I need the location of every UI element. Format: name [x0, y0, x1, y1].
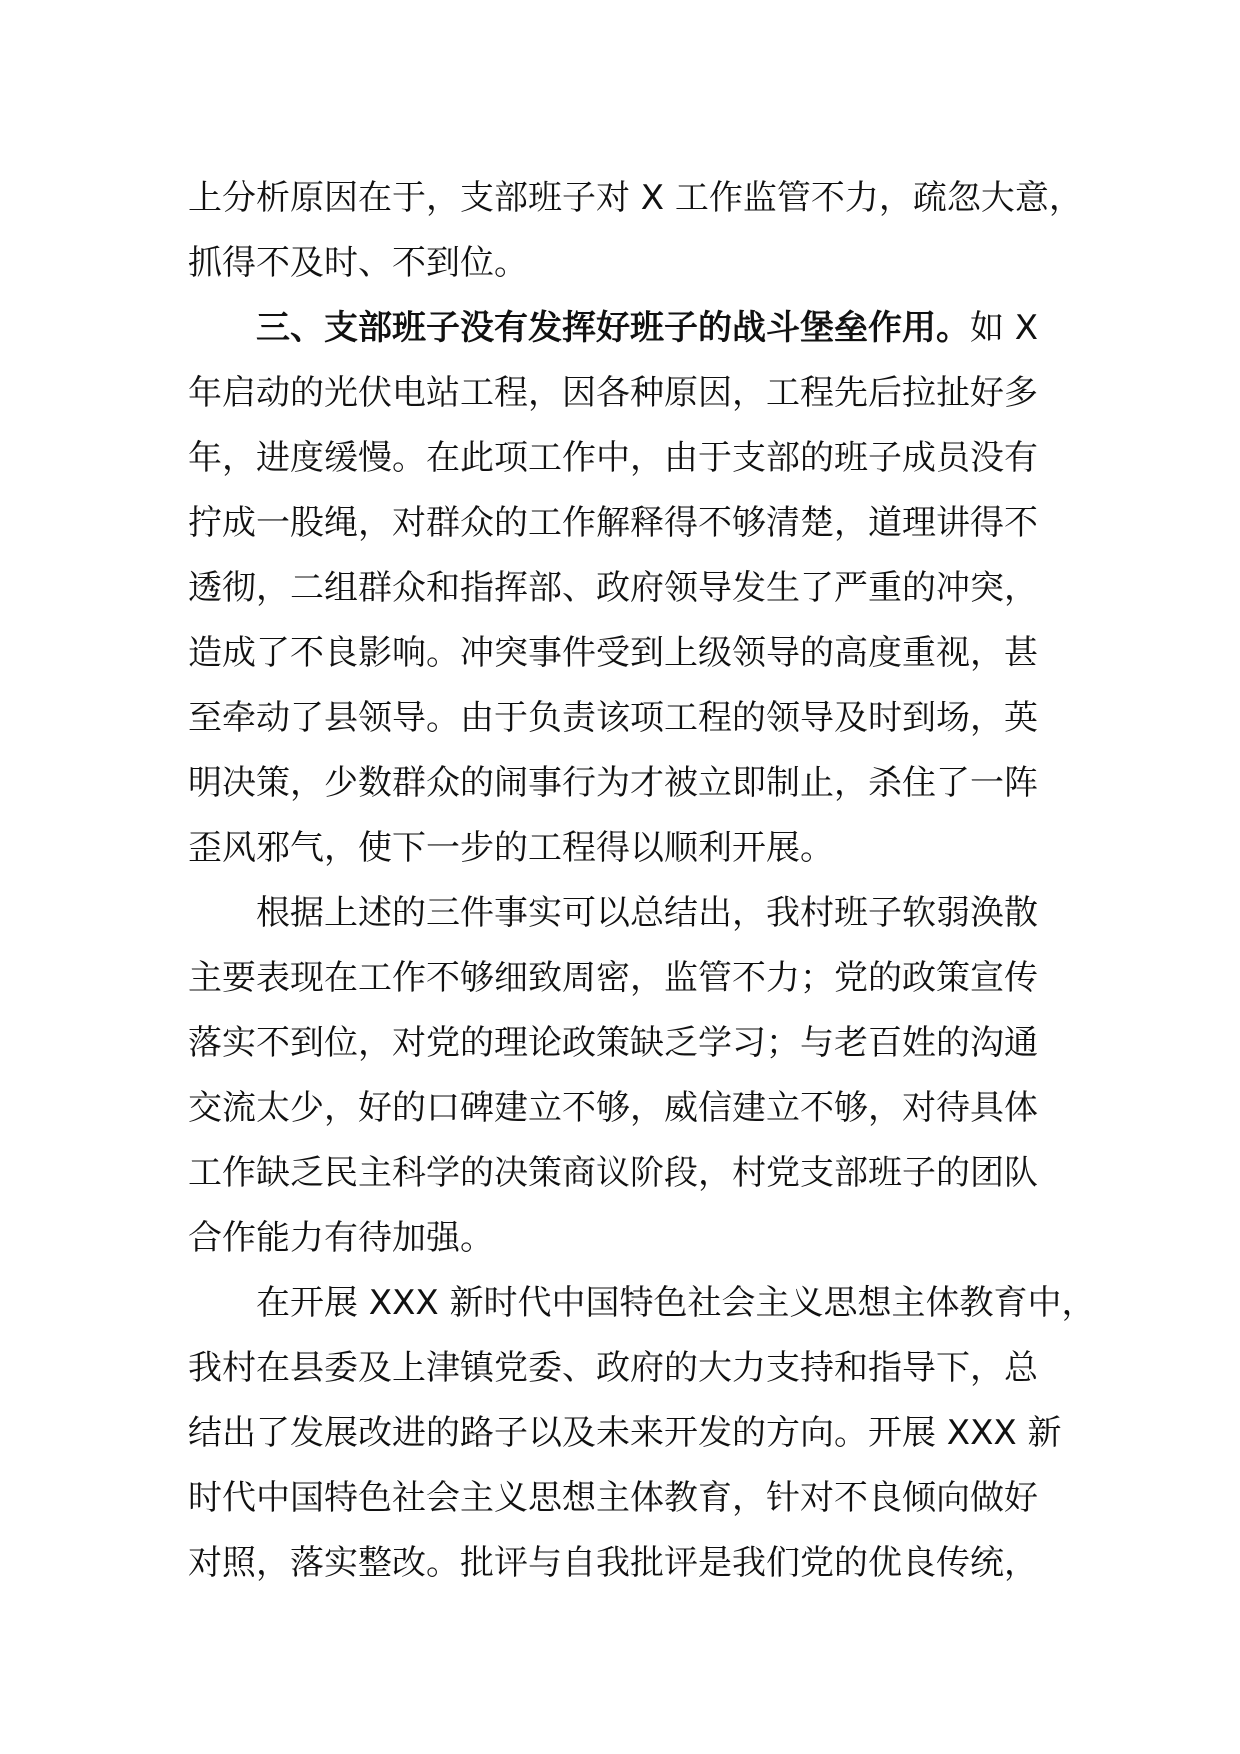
text-line: 工作缺乏民主科学的决策商议阶段，村党支部班子的团队 — [188, 1153, 1038, 1193]
text-line: 时代中国特色社会主义思想主体教育，针对不良倾向做好 — [188, 1478, 1038, 1518]
text-line: 年启动的光伏电站工程，因各种原因，工程先后拉扯好多 — [188, 373, 1038, 413]
text-line: 主要表现在工作不够细致周密，监管不力；党的政策宣传 — [188, 958, 1038, 998]
text-line: 在开展 XXX 新时代中国特色社会主义思想主体教育中， — [256, 1283, 1096, 1323]
paragraph-3 — [188, 881, 1088, 1271]
text-line: 明决策，少数群众的闹事行为才被立即制止，杀住了一阵 — [188, 763, 1038, 803]
text-line: 上分析原因在于，支部班子对 X 工作监管不力，疏忽大意， — [188, 178, 1083, 218]
body-text — [188, 166, 1096, 1596]
text-line: 落实不到位，对党的理论政策缺乏学习；与老百姓的沟通 — [188, 1023, 1038, 1063]
text-line: 根据上述的三件事实可以总结出，我村班子软弱涣散 — [256, 893, 1038, 933]
text-line: 合作能力有待加强。 — [188, 1218, 494, 1258]
paragraph-1 — [188, 166, 1088, 296]
heading-continuation: 如 X — [970, 308, 1039, 348]
text-line: 透彻，二组群众和指挥部、政府领导发生了严重的冲突， — [188, 568, 1038, 608]
text-line: 对照，落实整改。批评与自我批评是我们党的优良传统， — [188, 1543, 1038, 1583]
paragraph-4 — [188, 1271, 1096, 1596]
text-line: 至牵动了县领导。由于负责该项工程的领导及时到场，英 — [188, 698, 1038, 738]
text-line: 我村在县委及上津镇党委、政府的大力支持和指导下，总 — [188, 1348, 1038, 1388]
section-heading: 三、支部班子没有发挥好班子的战斗堡垒作用。 — [256, 308, 970, 348]
text-line — [188, 296, 1088, 361]
paragraph-2 — [188, 296, 1088, 881]
text-line: 年，进度缓慢。在此项工作中，由于支部的班子成员没有 — [188, 438, 1038, 478]
text-line: 拧成一股绳，对群众的工作解释得不够清楚，道理讲得不 — [188, 503, 1038, 543]
text-line: 抓得不及时、不到位。 — [188, 243, 528, 283]
text-line: 歪风邪气，使下一步的工程得以顺利开展。 — [188, 828, 834, 868]
text-line: 造成了不良影响。冲突事件受到上级领导的高度重视，甚 — [188, 633, 1038, 673]
text-line: 结出了发展改进的路子以及未来开发的方向。开展 XXX 新 — [188, 1413, 1062, 1453]
text-line: 交流太少，好的口碑建立不够，威信建立不够，对待具体 — [188, 1088, 1038, 1128]
